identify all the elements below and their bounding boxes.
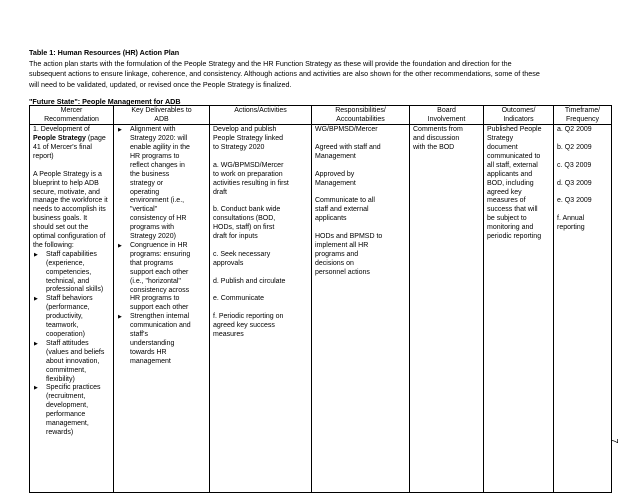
cell-line: A People Strategy is a xyxy=(33,170,102,178)
cell-line: Published People xyxy=(487,126,542,134)
cell-line: applicants xyxy=(315,215,347,223)
cell-line: needs to accomplish its xyxy=(33,206,106,214)
cell-board-involvement xyxy=(410,125,484,493)
cell-line: monitoring and xyxy=(487,224,534,232)
cell-line: ▶ Alignment with xyxy=(130,126,176,134)
header-text: Timeframe/ xyxy=(564,107,601,114)
cell-line: management xyxy=(130,357,171,365)
header-text: Board xyxy=(437,107,456,114)
cell-line: competencies, xyxy=(46,268,92,276)
cell-line: environment (i.e., xyxy=(130,197,185,205)
table-header-row xyxy=(30,106,612,125)
cell-line: the following: xyxy=(33,241,74,249)
cell-line: decisions on xyxy=(315,259,354,267)
cell-line: support each other xyxy=(130,268,189,276)
cell-paragraph xyxy=(33,171,110,251)
cell-line: HODs and BPMSD to xyxy=(315,233,383,240)
cell-line: staff and external xyxy=(315,206,369,214)
cell-key-deliverables xyxy=(114,125,210,493)
header-text: Key Deliverables to xyxy=(131,107,192,114)
cell-line: should set out the xyxy=(33,224,89,232)
cell-line: report) xyxy=(33,152,54,160)
cell-line: draft for inputs xyxy=(213,233,258,241)
cell-timeframe xyxy=(554,125,612,493)
cell-paragraph xyxy=(315,171,406,189)
cell-line: "vertical" xyxy=(130,206,158,214)
cell-line: Strategy 2020: will xyxy=(130,135,188,143)
cell-line: Strategy 2020) xyxy=(130,233,176,241)
cell-line: measures xyxy=(213,330,244,338)
cell-line: the business xyxy=(130,170,170,178)
cell-line: HODs, staff) on first xyxy=(213,224,275,232)
table-caption xyxy=(29,48,609,90)
cell-line: agreed key xyxy=(487,188,522,196)
cell-line: secure, motivate, and xyxy=(33,188,100,196)
header-text: Recommendation xyxy=(44,115,99,123)
cell-line: approvals xyxy=(213,259,244,267)
cell-line: success that will xyxy=(487,206,538,214)
cell-line: ▶ Specific practices xyxy=(46,384,101,392)
cell-line: support each other xyxy=(130,304,189,312)
cell-line: Management xyxy=(315,179,356,187)
cell-line: WG/BPMSD/Mercer xyxy=(315,126,378,134)
cell-line: Management xyxy=(315,152,356,160)
cell-line: (performance, xyxy=(46,304,90,312)
cell-line: performance xyxy=(46,411,86,419)
cell-line: Communicate to all xyxy=(315,197,375,205)
cell-line: towards HR xyxy=(130,348,167,356)
cell-line: HR programs to xyxy=(130,295,180,303)
cell-line: b. Q2 2009 xyxy=(557,143,592,151)
cell-line: flexibility) xyxy=(46,375,75,383)
cell-line: programs with xyxy=(130,224,174,232)
header-text: Accountabilities xyxy=(336,115,385,123)
cell-line: about innovation, xyxy=(46,357,100,365)
cell-line: document xyxy=(487,144,518,151)
header-board-involvement xyxy=(410,106,484,125)
cell-line: be subject to xyxy=(487,215,527,223)
cell-line: measures of xyxy=(487,197,526,205)
cell-line: to Strategy 2020 xyxy=(213,144,265,151)
cell-paragraph xyxy=(315,144,406,162)
header-key-deliverables xyxy=(114,106,210,125)
cell-line: (experience, xyxy=(46,259,85,267)
list-item xyxy=(117,126,206,242)
cell-paragraph xyxy=(315,197,406,224)
cell-mercer-recommendation xyxy=(30,125,114,493)
list-item xyxy=(33,295,110,340)
cell-line: BOD, including xyxy=(487,179,534,187)
list-item xyxy=(33,384,110,437)
caption-title: Table 1: Human Resources (HR) Action Plan xyxy=(29,48,180,57)
cell-paragraph xyxy=(213,206,308,242)
cell-line: enable agility in the xyxy=(130,144,190,151)
cell-line: manage the workforce it xyxy=(33,197,108,205)
cell-line: Strategy xyxy=(487,135,514,143)
cell-paragraph xyxy=(213,162,308,198)
cell-paragraph xyxy=(213,126,308,153)
cell-line: (recruitment, xyxy=(46,393,86,401)
cell-line: (i.e., "horizontal" xyxy=(130,277,181,285)
cell-line: operating xyxy=(130,188,160,196)
cell-line: to work on preparation xyxy=(213,170,283,178)
bullet-list xyxy=(117,126,206,366)
cell-line: implement all HR xyxy=(315,241,369,249)
cell-line: productivity, xyxy=(46,313,83,321)
page-number: 7 xyxy=(609,438,620,444)
cell-line: a. WG/BPMSD/Mercer xyxy=(213,161,284,169)
header-text: Frequency xyxy=(565,115,600,123)
cell-paragraph xyxy=(315,233,406,278)
cell-line: Comments from xyxy=(413,126,463,134)
cell-line: 41 of Mercer's final xyxy=(33,144,92,151)
cell-line: consistency across xyxy=(130,286,190,294)
list-item xyxy=(33,251,110,296)
cell-line: all staff, external xyxy=(487,161,538,169)
cell-line: d. Publish and circulate xyxy=(213,277,286,285)
cell-line: staff's xyxy=(130,331,148,339)
cell-line: e. Q3 2009 xyxy=(557,197,592,205)
cell-line: c. Seek necessary xyxy=(213,250,271,258)
cell-line: and discussion xyxy=(413,135,460,143)
cell-line: with the BOD xyxy=(413,144,455,151)
cell-line: e. Communicate xyxy=(213,295,264,303)
cell-line: HR programs to xyxy=(130,152,180,160)
cell-line: activities resulting in first xyxy=(213,179,289,187)
cell-line: f. Periodic reporting on xyxy=(213,313,284,321)
cell-line: business goals. It xyxy=(33,215,88,223)
cell-actions xyxy=(210,125,312,493)
cell-line xyxy=(33,135,110,144)
header-text: ADB xyxy=(154,115,169,123)
cell-line: applicants and xyxy=(487,170,533,178)
cell-paragraph xyxy=(315,126,406,135)
action-plan-table xyxy=(29,105,612,493)
cell-line: Agreed with staff and xyxy=(315,143,381,151)
table-row xyxy=(30,125,612,493)
cell-paragraph xyxy=(213,278,308,287)
header-text: Mercer xyxy=(60,107,83,114)
cell-line: ▶ Staff capabilities xyxy=(46,250,97,258)
cell-line: ▶ Staff attitudes xyxy=(46,339,89,347)
cell-paragraph xyxy=(213,251,308,269)
cell-line: personnel actions xyxy=(315,268,370,276)
header-outcomes xyxy=(484,106,554,125)
caption-line-1: The action plan starts with the formulation of the People Strategy and the HR Function Strategy as these will provide the foundation and direction for the xyxy=(29,58,512,68)
cell-line: optimal configuration of xyxy=(33,233,106,241)
cell-line: ▶ Strengthen internal xyxy=(130,313,190,321)
cell-paragraph xyxy=(213,295,308,304)
cell-outcomes xyxy=(484,125,554,493)
header-timeframe xyxy=(554,106,612,125)
caption-line-3: will need to be validated, updated, or revised once the People Strategy is finalized. xyxy=(29,79,292,89)
cell-line: Approved by xyxy=(315,170,355,178)
cell-line: f. Annual xyxy=(557,215,585,223)
cell-responsibilities xyxy=(312,125,410,493)
caption-line-2: subsequent actions to ensure linkage, coherence, and consistency. Although actions and activities are also shown for the other recommendations, some of these xyxy=(29,69,540,79)
cell-line: People Strategy linked xyxy=(213,135,284,143)
list-item xyxy=(33,340,110,385)
cell-line: consultations (BOD, xyxy=(213,215,276,223)
cell-line: draft xyxy=(213,188,228,196)
cell-line: development, xyxy=(46,402,89,410)
header-text: Indicators xyxy=(503,115,534,123)
cell-line: blueprint to help ADB xyxy=(33,179,99,187)
cell-text: (page xyxy=(85,135,106,143)
cell-line: commitment, xyxy=(46,366,87,374)
cell-line: communication and xyxy=(130,322,191,330)
cell-line: communicated to xyxy=(487,152,541,160)
cell-line: Develop and publish xyxy=(213,126,277,134)
cell-line: understanding xyxy=(130,339,175,347)
cell-line: ▶ Staff behaviors xyxy=(46,295,93,303)
cell-line: 1. Development of xyxy=(33,126,90,134)
cell-line: b. Conduct bank wide xyxy=(213,206,281,214)
cell-line: strategy or xyxy=(130,179,164,187)
cell-line: cooperation) xyxy=(46,331,85,339)
cell-line: agreed key success xyxy=(213,322,275,330)
cell-line: a. Q2 2009 xyxy=(557,126,592,134)
cell-line: teamwork, xyxy=(46,322,79,330)
header-mercer-recommendation xyxy=(30,106,114,125)
header-text: Responsibilities/ xyxy=(335,107,386,114)
header-text: Actions/Activities xyxy=(234,107,287,114)
cell-line: ▶ Congruence in HR xyxy=(130,241,188,249)
cell-line: rewards) xyxy=(46,428,74,436)
header-text: Outcomes/ xyxy=(501,107,536,114)
cell-line: periodic reporting xyxy=(487,233,542,241)
bullet-list xyxy=(33,251,110,438)
cell-line: c. Q3 2009 xyxy=(557,161,592,169)
list-item xyxy=(117,313,206,366)
header-actions xyxy=(210,106,312,125)
cell-line: programs: ensuring xyxy=(130,250,191,258)
cell-line: d. Q3 2009 xyxy=(557,179,592,187)
cell-line: reflect changes in xyxy=(130,161,185,169)
cell-paragraph xyxy=(213,313,308,340)
header-text: Involvement xyxy=(427,115,466,123)
cell-line: programs and xyxy=(315,250,359,258)
section-title: "Future State": People Management for ADB xyxy=(29,97,181,106)
header-responsibilities xyxy=(312,106,410,125)
list-item xyxy=(117,242,206,313)
cell-line: professional skills) xyxy=(46,286,104,294)
cell-line: consistency of HR xyxy=(130,215,187,223)
cell-line: technical, and xyxy=(46,277,90,285)
cell-line: reporting xyxy=(557,224,585,232)
cell-line: (values and beliefs xyxy=(46,348,105,356)
cell-line: management, xyxy=(46,420,89,428)
cell-line: that programs xyxy=(130,259,174,267)
cell-bold-text: People Strategy xyxy=(33,135,86,143)
